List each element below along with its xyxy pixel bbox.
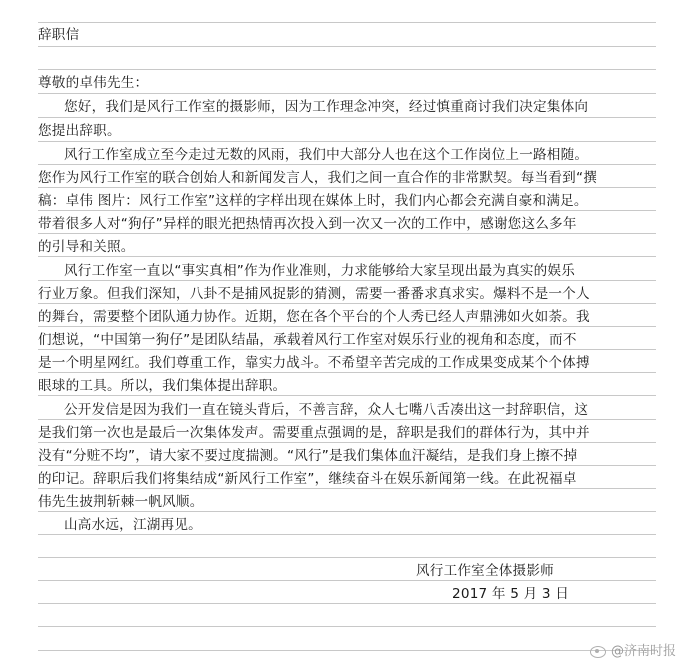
body-line: 风行工作室一直以“事实真相”作为作业准则，力求能够给大家呈现出最为真实的娱乐 (64, 263, 576, 279)
rule-line (38, 93, 656, 94)
body-line: 没有“分赃不均”，请大家不要过度揣测。“风行”是我们集体血汗凝结，是我们身上擦不掉 (38, 448, 578, 464)
body-line: 的引导和关照。 (38, 239, 135, 255)
rule-line (38, 395, 656, 396)
closing-line: 山高水远，江湖再见。 (64, 517, 202, 533)
body-line: 眼球的工具。所以，我们集体提出辞职。 (38, 378, 287, 394)
body-line: 是一个明星网红。我们尊重工作，靠实力战斗。不希望辛苦完成的工作成果变成某个个体搏 (38, 355, 590, 371)
rule-line (38, 164, 656, 165)
body-line: 稿：卓伟 图片：风行工作室”这样的字样出现在媒体上时，我们内心都会充满自豪和满足。 (38, 193, 588, 209)
watermark-text: @济南时报 (610, 644, 676, 659)
body-line: 是我们第一次也是最后一次集体发声。需要重点强调的是，辞职是我们的群体行为，其中并 (38, 425, 590, 441)
body-line: 行业万象。但我们深知，八卦不是捕风捉影的猜测，需要一番番求真求实。爆料不是一个人 (38, 286, 590, 302)
signature: 风行工作室全体摄影师 (416, 563, 554, 579)
body-line: 们想说，“中国第一狗仔”是团队结晶，承载着风行工作室对娱乐行业的视角和态度，而不 (38, 332, 577, 348)
rule-line (38, 534, 656, 535)
rule-line (38, 256, 656, 257)
salutation: 尊敬的卓伟先生： (38, 75, 149, 91)
letter-date: 2017 年 5 月 3 日 (452, 586, 570, 602)
letter-title: 辞职信 (38, 27, 80, 43)
rule-line (38, 580, 656, 581)
rule-line (38, 46, 656, 47)
rule-line (38, 442, 656, 443)
rule-line (38, 349, 656, 350)
rule-line (38, 488, 656, 489)
weibo-icon (589, 643, 607, 657)
rule-line (38, 69, 656, 70)
rule-line (38, 280, 656, 281)
rule-line (38, 117, 656, 118)
rule-line (38, 465, 656, 466)
body-line: 伟先生披荆斩棘一帆风顺。 (38, 494, 204, 510)
body-line: 带着很多人对“狗仔”异样的眼光把热情再次投入到一次又一次的工作中，感谢您这么多年 (38, 216, 577, 232)
body-line: 公开发信是因为我们一直在镜头背后，不善言辞，众人七嘴八舌凑出这一封辞职信，这 (64, 402, 589, 418)
body-line: 的印记。辞职后我们将集结成“新风行工作室”，继续奋斗在娱乐新闻第一线。在此祝福卓 (38, 471, 577, 487)
rule-line (38, 419, 656, 420)
rule-line (38, 650, 656, 651)
rule-line (38, 187, 656, 188)
body-line: 您好，我们是风行工作室的摄影师，因为工作理念冲突，经过慎重商讨我们决定集体向 (64, 99, 589, 115)
body-line: 您提出辞职。 (38, 123, 121, 139)
body-line: 的舞台，需要整个团队通力协作。近期，您在各个平台的个人秀已经人声鼎沸如火如荼。我 (38, 309, 590, 325)
rule-line (38, 626, 656, 627)
rule-line (38, 233, 656, 234)
rule-line (38, 141, 656, 142)
rule-line (38, 511, 656, 512)
watermark (589, 640, 676, 659)
rule-line (38, 326, 656, 327)
body-line: 风行工作室成立至今走过无数的风雨，我们中大部分人也在这个工作岗位上一路相随。 (64, 147, 589, 163)
rule-line (38, 210, 656, 211)
rule-line (38, 22, 656, 23)
rule-line (38, 303, 656, 304)
rule-line (38, 557, 656, 558)
rule-line (38, 603, 656, 604)
rule-line (38, 372, 656, 373)
body-line: 您作为风行工作室的联合创始人和新闻发言人，我们之间一直合作的非常默契。每当看到“撰 (38, 170, 597, 186)
